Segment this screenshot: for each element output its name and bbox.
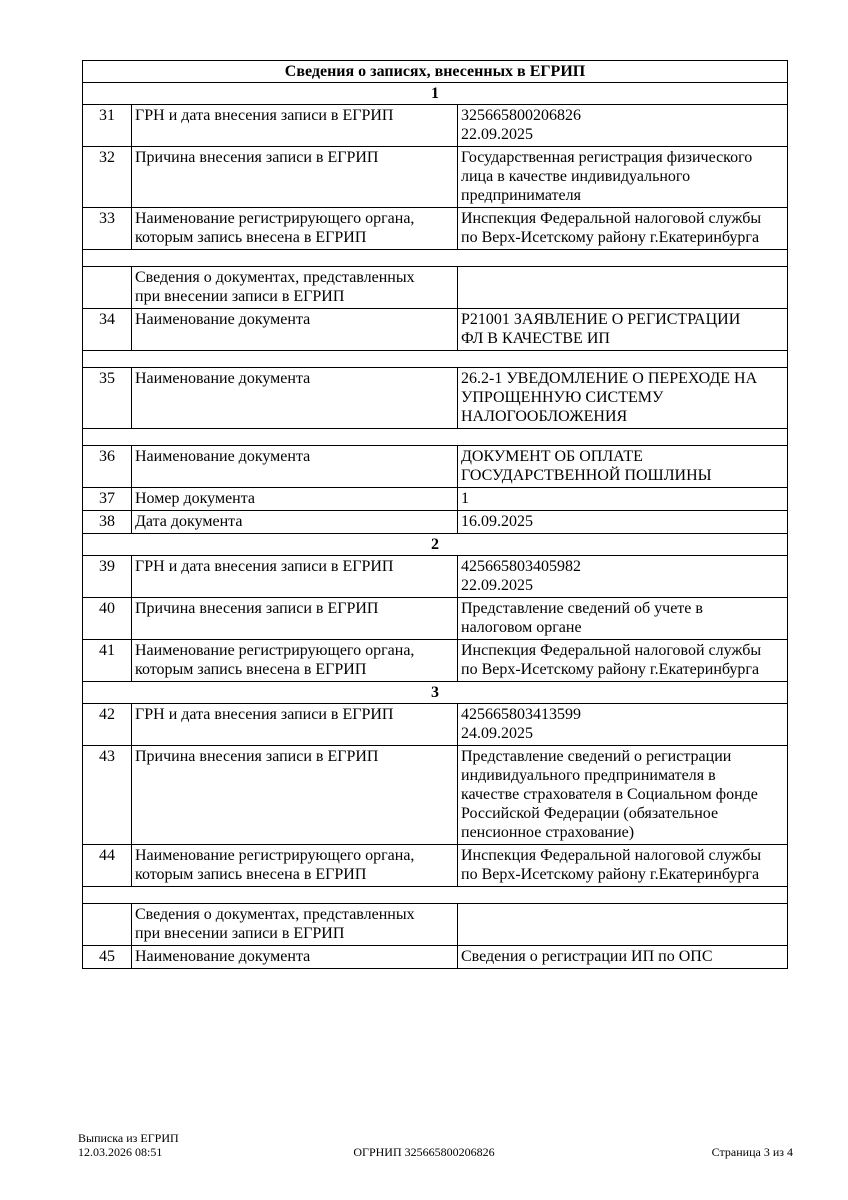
value-line: УПРОЩЕННУЮ СИСТЕМУ — [461, 389, 664, 406]
row-label — [132, 368, 458, 428]
row-value — [458, 904, 787, 945]
row-label — [132, 105, 458, 146]
table-row-33 — [83, 208, 787, 250]
row-label — [132, 946, 458, 968]
value-line: по Верх-Исетскому району г.Екатеринбурга — [461, 661, 760, 678]
section-header-row — [83, 83, 787, 105]
row-value — [458, 511, 787, 533]
row-label — [132, 556, 458, 597]
value-line: Сведения о регистрации ИП по ОПС — [461, 948, 713, 965]
table-subheader-row — [83, 904, 787, 946]
label-line: Причина внесения записи в ЕГРИП — [135, 600, 379, 617]
label-line: Дата документа — [135, 513, 243, 530]
value-line: индивидуального предпринимателя в — [461, 767, 716, 784]
spacer-row — [83, 250, 787, 267]
footer-doc-type-line: Выписка из ЕГРИП — [78, 1131, 179, 1145]
footer-page-number: Страница 3 из 4 — [711, 1145, 793, 1159]
value-line: Представление сведений о регистрации — [461, 748, 732, 765]
row-value — [458, 309, 787, 350]
value-line: по Верх-Исетскому району г.Екатеринбурга — [461, 229, 760, 246]
row-number: 44 — [83, 845, 132, 886]
table-subheader-row — [83, 267, 787, 309]
label-line: ГРН и дата внесения записи в ЕГРИП — [135, 706, 394, 723]
value-line: пенсионное страхование) — [461, 824, 635, 841]
row-label — [132, 208, 458, 249]
section-header-row — [83, 534, 787, 556]
table-row-45 — [83, 946, 787, 968]
value-line: качестве страхователя в Социальном фонде — [461, 786, 758, 803]
value-line: Инспекция Федеральной налоговой службы — [461, 210, 762, 227]
row-value — [458, 267, 787, 308]
table-row-38 — [83, 511, 787, 534]
label-line: Причина внесения записи в ЕГРИП — [135, 149, 379, 166]
value-line: ФЛ В КАЧЕСТВЕ ИП — [461, 330, 610, 347]
row-number: 42 — [83, 704, 132, 745]
table-row-42 — [83, 704, 787, 746]
row-label — [132, 147, 458, 207]
label-line: Сведения о документах, представленных — [135, 906, 415, 923]
row-value — [458, 208, 787, 249]
row-number: 36 — [83, 446, 132, 487]
row-value — [458, 640, 787, 681]
row-label — [132, 704, 458, 745]
section-number: 3 — [431, 684, 439, 701]
label-line: Наименование документа — [135, 448, 311, 465]
section-number: 1 — [431, 85, 439, 102]
row-label — [132, 845, 458, 886]
label-line: ГРН и дата внесения записи в ЕГРИП — [135, 558, 394, 575]
value-line: 22.09.2025 — [461, 577, 533, 594]
row-label — [132, 267, 458, 308]
value-line: Р21001 ЗАЯВЛЕНИЕ О РЕГИСТРАЦИИ — [461, 311, 741, 328]
value-line: 24.09.2025 — [461, 725, 533, 742]
table-row-44 — [83, 845, 787, 887]
label-line: Наименование документа — [135, 370, 311, 387]
label-line: которым запись внесена в ЕГРИП — [135, 229, 367, 246]
row-value — [458, 147, 787, 207]
section-header-row — [83, 682, 787, 704]
table-row-43 — [83, 746, 787, 845]
label-line: при внесении записи в ЕГРИП — [135, 288, 345, 305]
spacer-cell — [83, 351, 787, 367]
row-value — [458, 488, 787, 510]
spacer-row — [83, 429, 787, 446]
label-line: Наименование регистрирующего органа, — [135, 847, 415, 864]
egrip-records-table — [82, 60, 788, 969]
row-number — [83, 267, 132, 308]
row-number: 43 — [83, 746, 132, 844]
label-line: которым запись внесена в ЕГРИП — [135, 866, 367, 883]
label-line: Наименование регистрирующего органа, — [135, 642, 415, 659]
footer-timestamp: 12.03.2026 08:51 — [78, 1145, 163, 1159]
label-line: Причина внесения записи в ЕГРИП — [135, 748, 379, 765]
value-line: предпринимателя — [461, 187, 581, 204]
label-line: Сведения о документах, представленных — [135, 269, 415, 286]
row-number: 37 — [83, 488, 132, 510]
table-row-36 — [83, 446, 787, 488]
value-line: ГОСУДАРСТВЕННОЙ ПОШЛИНЫ — [461, 467, 712, 484]
table-row-39 — [83, 556, 787, 598]
value-line: Инспекция Федеральной налоговой службы — [461, 847, 762, 864]
row-value — [458, 704, 787, 745]
value-line: по Верх-Исетскому району г.Екатеринбурга — [461, 866, 760, 883]
value-line: Представление сведений об учете в — [461, 600, 703, 617]
row-number: 38 — [83, 511, 132, 533]
row-label — [132, 511, 458, 533]
row-label — [132, 309, 458, 350]
spacer-cell — [83, 429, 787, 445]
spacer-cell — [83, 887, 787, 903]
row-value — [458, 446, 787, 487]
table-row-40 — [83, 598, 787, 640]
row-number: 40 — [83, 598, 132, 639]
value-line: налоговом органе — [461, 619, 582, 636]
spacer-row — [83, 351, 787, 368]
value-line: 1 — [461, 490, 469, 507]
label-line: Наименование регистрирующего органа, — [135, 210, 415, 227]
row-value — [458, 556, 787, 597]
value-line: 425665803413599 — [461, 706, 581, 723]
row-label — [132, 904, 458, 945]
label-line: которым запись внесена в ЕГРИП — [135, 661, 367, 678]
row-number — [83, 904, 132, 945]
row-number: 41 — [83, 640, 132, 681]
label-line: при внесении записи в ЕГРИП — [135, 925, 345, 942]
row-number: 33 — [83, 208, 132, 249]
row-number: 31 — [83, 105, 132, 146]
row-value — [458, 746, 787, 844]
row-value — [458, 368, 787, 428]
spacer-row — [83, 887, 787, 904]
label-line: ГРН и дата внесения записи в ЕГРИП — [135, 107, 394, 124]
value-line: 26.2-1 УВЕДОМЛЕНИЕ О ПЕРЕХОДЕ НА — [461, 370, 758, 387]
footer-ogrnip: ОГРНИП 325665800206826 — [353, 1145, 495, 1159]
row-value — [458, 105, 787, 146]
value-line: лица в качестве индивидуального — [461, 168, 691, 185]
row-label — [132, 446, 458, 487]
value-line: 22.09.2025 — [461, 126, 533, 143]
table-row-34 — [83, 309, 787, 351]
table-title-row — [83, 61, 787, 83]
table-row-35 — [83, 368, 787, 429]
label-line: Номер документа — [135, 490, 256, 507]
row-label — [132, 746, 458, 844]
row-number: 32 — [83, 147, 132, 207]
value-line: 325665800206826 — [461, 107, 581, 124]
spacer-cell — [83, 250, 787, 266]
value-line: ДОКУМЕНТ ОБ ОПЛАТЕ — [461, 448, 643, 465]
row-number: 35 — [83, 368, 132, 428]
value-line: 425665803405982 — [461, 558, 581, 575]
value-line: 16.09.2025 — [461, 513, 533, 530]
table-title: Сведения о записях, внесенных в ЕГРИП — [284, 63, 586, 80]
label-line: Наименование документа — [135, 948, 311, 965]
value-line: Российской Федерации (обязательное — [461, 805, 719, 822]
table-row-31 — [83, 105, 787, 147]
row-value — [458, 946, 787, 968]
row-value — [458, 598, 787, 639]
row-label — [132, 598, 458, 639]
row-number: 39 — [83, 556, 132, 597]
table-row-32 — [83, 147, 787, 208]
value-line: НАЛОГООБЛОЖЕНИЯ — [461, 408, 628, 425]
row-number: 34 — [83, 309, 132, 350]
value-line: Государственная регистрация физического — [461, 149, 753, 166]
label-line: Наименование документа — [135, 311, 311, 328]
section-number: 2 — [431, 536, 439, 553]
value-line: Инспекция Федеральной налоговой службы — [461, 642, 762, 659]
row-label — [132, 640, 458, 681]
row-number: 45 — [83, 946, 132, 968]
row-label — [132, 488, 458, 510]
row-value — [458, 845, 787, 886]
table-row-41 — [83, 640, 787, 682]
table-row-37 — [83, 488, 787, 511]
